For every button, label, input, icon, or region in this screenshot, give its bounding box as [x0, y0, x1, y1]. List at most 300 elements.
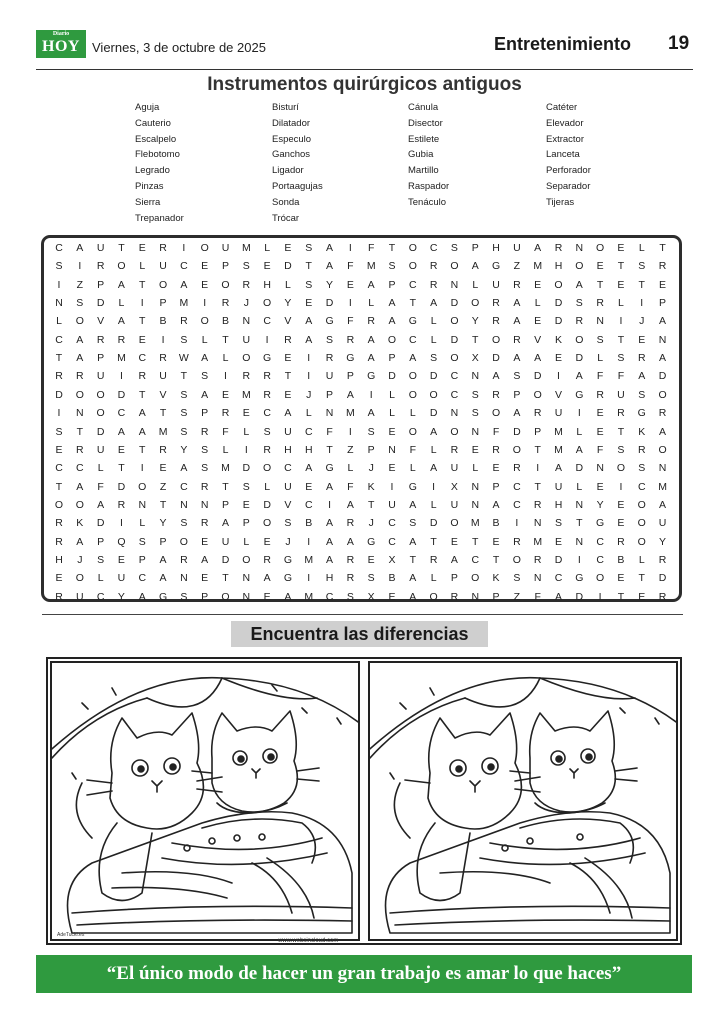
grid-letter: O — [491, 333, 501, 346]
grid-letter: C — [596, 553, 604, 566]
grid-letter: X — [367, 590, 375, 603]
grid-letter: F — [492, 425, 500, 438]
grid-letter: S — [180, 333, 188, 346]
grid-letter: D — [96, 297, 105, 310]
grid-letter: D — [263, 498, 271, 511]
grid-letter: R — [617, 407, 625, 420]
grid-letter: U — [221, 242, 230, 254]
word-list-item: Extractor — [546, 133, 585, 145]
grid-letter: I — [140, 462, 144, 475]
grid-letter: N — [180, 498, 188, 511]
grid-row — [49, 591, 673, 607]
grid-letter: T — [472, 535, 479, 548]
grid-letter: P — [492, 480, 500, 493]
grid-letter: D — [658, 572, 667, 585]
grid-letter: I — [307, 535, 311, 548]
grid-letter: D — [575, 352, 584, 365]
word-list-item: Ganchos — [272, 149, 311, 161]
word-list-item: Trepanador — [135, 212, 184, 224]
grid-letter: E — [159, 462, 167, 475]
grid-letter: I — [348, 425, 352, 438]
grid-letter: L — [243, 535, 250, 548]
grid-letter: N — [471, 425, 480, 438]
grid-letter: A — [388, 297, 396, 310]
grid-letter: R — [76, 443, 84, 456]
grid-letter: S — [346, 590, 354, 603]
grid-letter: L — [56, 315, 62, 328]
grid-letter: S — [242, 260, 250, 273]
grid-letter: O — [158, 278, 168, 291]
grid-letter: M — [533, 535, 543, 548]
grid-letter: L — [430, 443, 437, 456]
grid-letter: R — [200, 425, 209, 438]
grid-letter: I — [265, 333, 269, 346]
grid-letter: O — [491, 407, 501, 420]
grid-letter: G — [408, 315, 417, 328]
grid-letter: I — [328, 498, 332, 511]
grid-letter: O — [450, 425, 459, 438]
grid-letter: A — [326, 242, 334, 254]
grid-letter: A — [305, 333, 313, 346]
grid-letter: A — [117, 278, 125, 291]
grid-letter: I — [119, 370, 123, 383]
grid-letter: M — [346, 407, 355, 420]
grid-letter: N — [575, 535, 584, 548]
grid-letter: L — [222, 352, 229, 365]
grid-letter: S — [305, 278, 313, 291]
grid-letter: C — [554, 572, 563, 585]
grid-letter: N — [533, 517, 542, 530]
grid-letter: S — [97, 553, 105, 566]
grid-letter: O — [408, 425, 417, 438]
grid-letter: O — [658, 388, 667, 401]
grid-letter: B — [159, 315, 167, 328]
grid-letter: S — [617, 352, 625, 365]
grid-letter: H — [554, 498, 563, 511]
word-list-column-2 — [272, 100, 402, 226]
grid-letter: I — [140, 297, 144, 310]
grid-letter: R — [200, 480, 209, 493]
grid-letter: V — [284, 315, 292, 328]
differences-title: Encuentra las diferencias — [231, 621, 488, 647]
grid-letter: S — [638, 462, 646, 475]
grid-letter: E — [201, 572, 209, 585]
grid-letter: C — [637, 480, 646, 493]
grid-letter: I — [78, 260, 82, 273]
grid-row — [49, 554, 673, 570]
grid-letter: T — [659, 242, 666, 254]
grid-letter: T — [617, 590, 625, 603]
grid-letter: L — [576, 480, 583, 493]
grid-letter: Y — [159, 517, 167, 530]
grid-letter: I — [307, 370, 311, 383]
grid-letter: L — [576, 425, 583, 438]
grid-letter: O — [200, 242, 209, 254]
grid-letter: L — [118, 297, 125, 310]
grid-row — [49, 462, 673, 478]
grid-letter: I — [432, 480, 436, 493]
grid-letter: R — [658, 553, 667, 566]
grid-letter: T — [55, 352, 63, 365]
grid-letter: A — [97, 498, 105, 511]
grid-letter: O — [596, 242, 605, 254]
grid-letter: G — [325, 462, 334, 475]
grid-letter: A — [159, 553, 167, 566]
grid-letter: A — [201, 352, 209, 365]
grid-letter: X — [388, 553, 396, 566]
grid-letter: N — [575, 242, 584, 254]
grid-letter: S — [180, 590, 188, 603]
grid-letter: A — [326, 260, 334, 273]
grid-letter: A — [409, 572, 417, 585]
grid-letter: L — [409, 407, 416, 420]
grid-letter: H — [304, 443, 313, 456]
grid-letter: U — [388, 498, 396, 511]
grid-letter: R — [513, 462, 521, 475]
grid-letter: G — [283, 553, 293, 566]
grid-letter: R — [221, 407, 230, 420]
grid-letter: B — [388, 572, 396, 585]
grid-letter: O — [179, 535, 188, 548]
grid-letter: F — [326, 425, 333, 438]
grid-letter: M — [241, 242, 251, 254]
grid-letter: R — [450, 443, 459, 456]
grid-letter: T — [409, 297, 417, 310]
grid-letter: T — [617, 425, 625, 438]
grid-letter: O — [54, 498, 64, 511]
word-list-item: Sonda — [272, 196, 300, 208]
word-list-item: Catéter — [546, 102, 578, 113]
grid-letter: S — [513, 370, 521, 383]
grid-letter: C — [450, 388, 459, 401]
grid-letter: E — [242, 407, 250, 420]
grid-letter: L — [409, 462, 416, 475]
grid-letter: A — [305, 315, 313, 328]
grid-letter: O — [75, 498, 84, 511]
grid-letter: M — [658, 480, 667, 493]
grid-letter: G — [367, 535, 376, 548]
grid-letter: U — [284, 425, 292, 438]
grid-letter: A — [575, 278, 583, 291]
grid-letter: F — [596, 370, 604, 383]
grid-letter: L — [97, 572, 104, 585]
grid-letter: V — [554, 388, 562, 401]
grid-letter: C — [596, 535, 604, 548]
grid-letter: A — [367, 278, 375, 291]
grid-letter: A — [513, 315, 521, 328]
grid-letter: L — [368, 297, 375, 310]
grid-letter: E — [617, 498, 625, 511]
grid-letter: A — [346, 388, 354, 401]
grid-letter: I — [203, 297, 207, 310]
grid-letter: E — [55, 572, 63, 585]
grid-letter: O — [96, 388, 105, 401]
grid-letter: E — [201, 278, 209, 291]
grid-letter: U — [554, 480, 563, 493]
grid-letter: W — [178, 352, 189, 365]
grid-letter: T — [76, 425, 84, 438]
grid-letter: I — [161, 333, 165, 346]
grid-row — [49, 297, 673, 313]
grid-letter: E — [554, 535, 562, 548]
grid-letter: K — [554, 333, 562, 346]
grid-letter: L — [430, 315, 437, 328]
grid-letter: R — [242, 370, 251, 383]
grid-letter: P — [138, 553, 146, 566]
word-list-column-3 — [408, 100, 538, 211]
word-list-item: Sierra — [135, 196, 161, 208]
grid-letter: P — [534, 425, 542, 438]
grid-letter: S — [242, 480, 250, 493]
grid-letter: R — [346, 553, 355, 566]
grid-letter: O — [450, 517, 459, 530]
grid-row — [49, 260, 673, 276]
grid-letter: N — [138, 498, 147, 511]
grid-letter: V — [159, 388, 167, 401]
grid-letter: L — [389, 407, 395, 420]
grid-letter: N — [180, 572, 188, 585]
grid-letter: R — [96, 333, 105, 346]
grid-letter: A — [367, 407, 375, 420]
grid-letter: L — [222, 443, 229, 456]
grid-letter: E — [201, 535, 209, 548]
grid-letter: S — [201, 370, 209, 383]
grid-letter: T — [326, 443, 333, 456]
grid-letter: F — [347, 315, 354, 328]
grid-letter: D — [325, 297, 334, 310]
grid-letter: L — [201, 333, 208, 346]
grid-letter: S — [450, 242, 458, 254]
grid-letter: G — [491, 260, 501, 273]
grid-letter: R — [96, 260, 105, 273]
grid-letter: J — [368, 517, 374, 530]
grid-letter: A — [367, 333, 375, 346]
word-list-item: Elevador — [546, 117, 584, 129]
grid-letter: S — [471, 388, 479, 401]
grid-letter: N — [242, 572, 251, 585]
grid-letter: L — [430, 572, 437, 585]
grid-letter: S — [430, 352, 438, 365]
grid-letter: T — [159, 407, 167, 420]
grid-letter: T — [159, 498, 167, 511]
grid-letter: R — [325, 352, 334, 365]
grid-row — [49, 334, 673, 350]
grid-letter: P — [201, 407, 209, 420]
grid-letter: S — [554, 517, 562, 530]
grid-letter: P — [492, 590, 500, 603]
grid-letter: S — [305, 242, 313, 254]
grid-letter: A — [430, 425, 438, 438]
logo-small-text: Diario — [52, 31, 70, 37]
word-list-item: Ligador — [272, 165, 304, 177]
grid-letter: P — [97, 535, 105, 548]
grid-letter: E — [388, 590, 396, 603]
word-list-item: Tijeras — [546, 196, 575, 208]
grid-letter: C — [55, 333, 63, 346]
grid-letter: N — [471, 370, 480, 383]
grid-letter: S — [513, 572, 521, 585]
grid-letter: M — [533, 260, 543, 273]
grid-letter: U — [617, 388, 625, 401]
grid-letter: Y — [326, 278, 334, 291]
grid-letter: P — [221, 498, 229, 511]
grid-letter: R — [513, 535, 521, 548]
grid-letter: R — [263, 553, 271, 566]
header-divider — [36, 69, 693, 70]
grid-row — [49, 407, 673, 423]
grid-letter: O — [117, 260, 126, 273]
grid-letter: S — [263, 425, 271, 438]
grid-letter: E — [138, 333, 146, 346]
grid-letter: O — [512, 443, 521, 456]
grid-letter: P — [326, 388, 334, 401]
grid-letter: E — [638, 333, 646, 346]
grid-letter: U — [96, 443, 105, 456]
grid-letter: S — [367, 425, 375, 438]
grid-letter: A — [326, 535, 334, 548]
grid-letter: A — [492, 498, 500, 511]
grid-letter: E — [263, 590, 271, 603]
grid-letter: T — [430, 535, 437, 548]
grid-letter: O — [408, 370, 417, 383]
grid-letter: O — [387, 333, 397, 346]
grid-letter: A — [76, 535, 84, 548]
grid-letter: O — [471, 297, 480, 310]
word-list-item: Separador — [546, 180, 591, 192]
grid-letter: T — [472, 333, 479, 346]
grid-letter: U — [96, 370, 105, 383]
grid-letter: E — [596, 425, 604, 438]
grid-letter: S — [55, 425, 63, 438]
word-list-item: Gubia — [408, 149, 434, 161]
word-list-item: Estilete — [408, 133, 440, 145]
grid-letter: Z — [513, 590, 521, 603]
grid-letter: R — [159, 242, 167, 254]
grid-letter: S — [180, 388, 188, 401]
grid-letter: A — [263, 572, 271, 585]
grid-letter: T — [222, 333, 229, 346]
grid-letter: A — [346, 535, 354, 548]
grid-letter: H — [284, 443, 292, 456]
grid-letter: E — [596, 407, 604, 420]
grid-letter: A — [409, 590, 417, 603]
grid-letter: T — [222, 480, 229, 493]
grid-letter: A — [409, 352, 417, 365]
grid-letter: F — [367, 242, 375, 254]
grid-letter: D — [450, 297, 459, 310]
grid-letter: F — [596, 443, 604, 456]
grid-row — [49, 352, 673, 368]
word-list-item: Legrado — [135, 165, 170, 177]
website-credit: www.websincloud.com — [278, 938, 339, 944]
grid-letter: E — [367, 553, 375, 566]
grid-letter: T — [284, 370, 292, 383]
grid-row — [49, 481, 673, 497]
grid-letter: N — [658, 333, 667, 346]
grid-letter: L — [305, 407, 312, 420]
grid-letter: M — [304, 590, 314, 603]
modified-image-panel — [368, 661, 678, 941]
grid-letter: G — [367, 370, 376, 383]
grid-letter: L — [534, 297, 541, 310]
grid-letter: C — [388, 517, 396, 530]
grid-letter: T — [367, 498, 375, 511]
grid-letter: C — [55, 242, 63, 254]
grid-letter: R — [513, 278, 521, 291]
grid-row — [49, 389, 673, 405]
grid-letter: R — [55, 590, 63, 603]
grid-letter: U — [492, 278, 500, 291]
grid-letter: E — [554, 352, 562, 365]
grid-letter: S — [201, 443, 209, 456]
grid-letter: T — [118, 462, 125, 475]
grid-letter: C — [138, 352, 147, 365]
grid-letter: M — [158, 425, 168, 438]
grid-letter: O — [429, 590, 438, 603]
grid-letter: A — [305, 462, 313, 475]
grid-letter: I — [57, 407, 61, 420]
grid-letter: O — [450, 352, 459, 365]
grid-letter: L — [243, 425, 250, 438]
grid-letter: E — [284, 388, 292, 401]
newspaper-logo — [36, 30, 86, 58]
grid-letter: A — [659, 425, 667, 438]
grid-letter: J — [639, 315, 645, 328]
grid-letter: P — [659, 297, 667, 310]
grid-letter: R — [492, 297, 500, 310]
grid-letter: T — [617, 333, 625, 346]
grid-letter: D — [554, 297, 563, 310]
grid-row — [49, 370, 673, 386]
grid-letter: S — [638, 260, 646, 273]
grid-letter: C — [284, 462, 292, 475]
grid-letter: E — [534, 315, 542, 328]
word-list-item: Cánula — [408, 102, 439, 113]
grid-letter: A — [221, 517, 229, 530]
word-list-item: Perforador — [546, 165, 591, 177]
grid-letter: R — [55, 535, 63, 548]
grid-letter: D — [450, 333, 459, 346]
grid-letter: L — [264, 242, 271, 254]
grid-letter: Y — [284, 297, 292, 310]
grid-letter: E — [305, 297, 313, 310]
grid-letter: K — [367, 480, 375, 493]
grid-letter: L — [638, 242, 645, 254]
grid-letter: R — [492, 315, 500, 328]
word-list-item: Lanceta — [546, 149, 580, 161]
grid-letter: E — [492, 535, 500, 548]
grid-letter: M — [554, 425, 563, 438]
grid-letter: N — [471, 498, 480, 511]
grid-letter: V — [534, 333, 542, 346]
grid-letter: S — [388, 260, 396, 273]
grid-letter: C — [180, 480, 188, 493]
grid-letter: R — [513, 333, 521, 346]
grid-letter: R — [492, 388, 500, 401]
grid-letter: D — [575, 590, 584, 603]
grid-letter: L — [347, 462, 354, 475]
grid-letter: S — [76, 297, 84, 310]
grid-letter: I — [515, 517, 519, 530]
grid-letter: G — [263, 352, 272, 365]
grid-letter: L — [430, 333, 437, 346]
grid-letter: S — [55, 260, 63, 273]
grid-letter: H — [492, 242, 500, 254]
grid-letter: I — [536, 462, 540, 475]
grid-letter: R — [159, 352, 167, 365]
grid-letter: R — [533, 407, 542, 420]
grid-letter: T — [638, 278, 645, 291]
